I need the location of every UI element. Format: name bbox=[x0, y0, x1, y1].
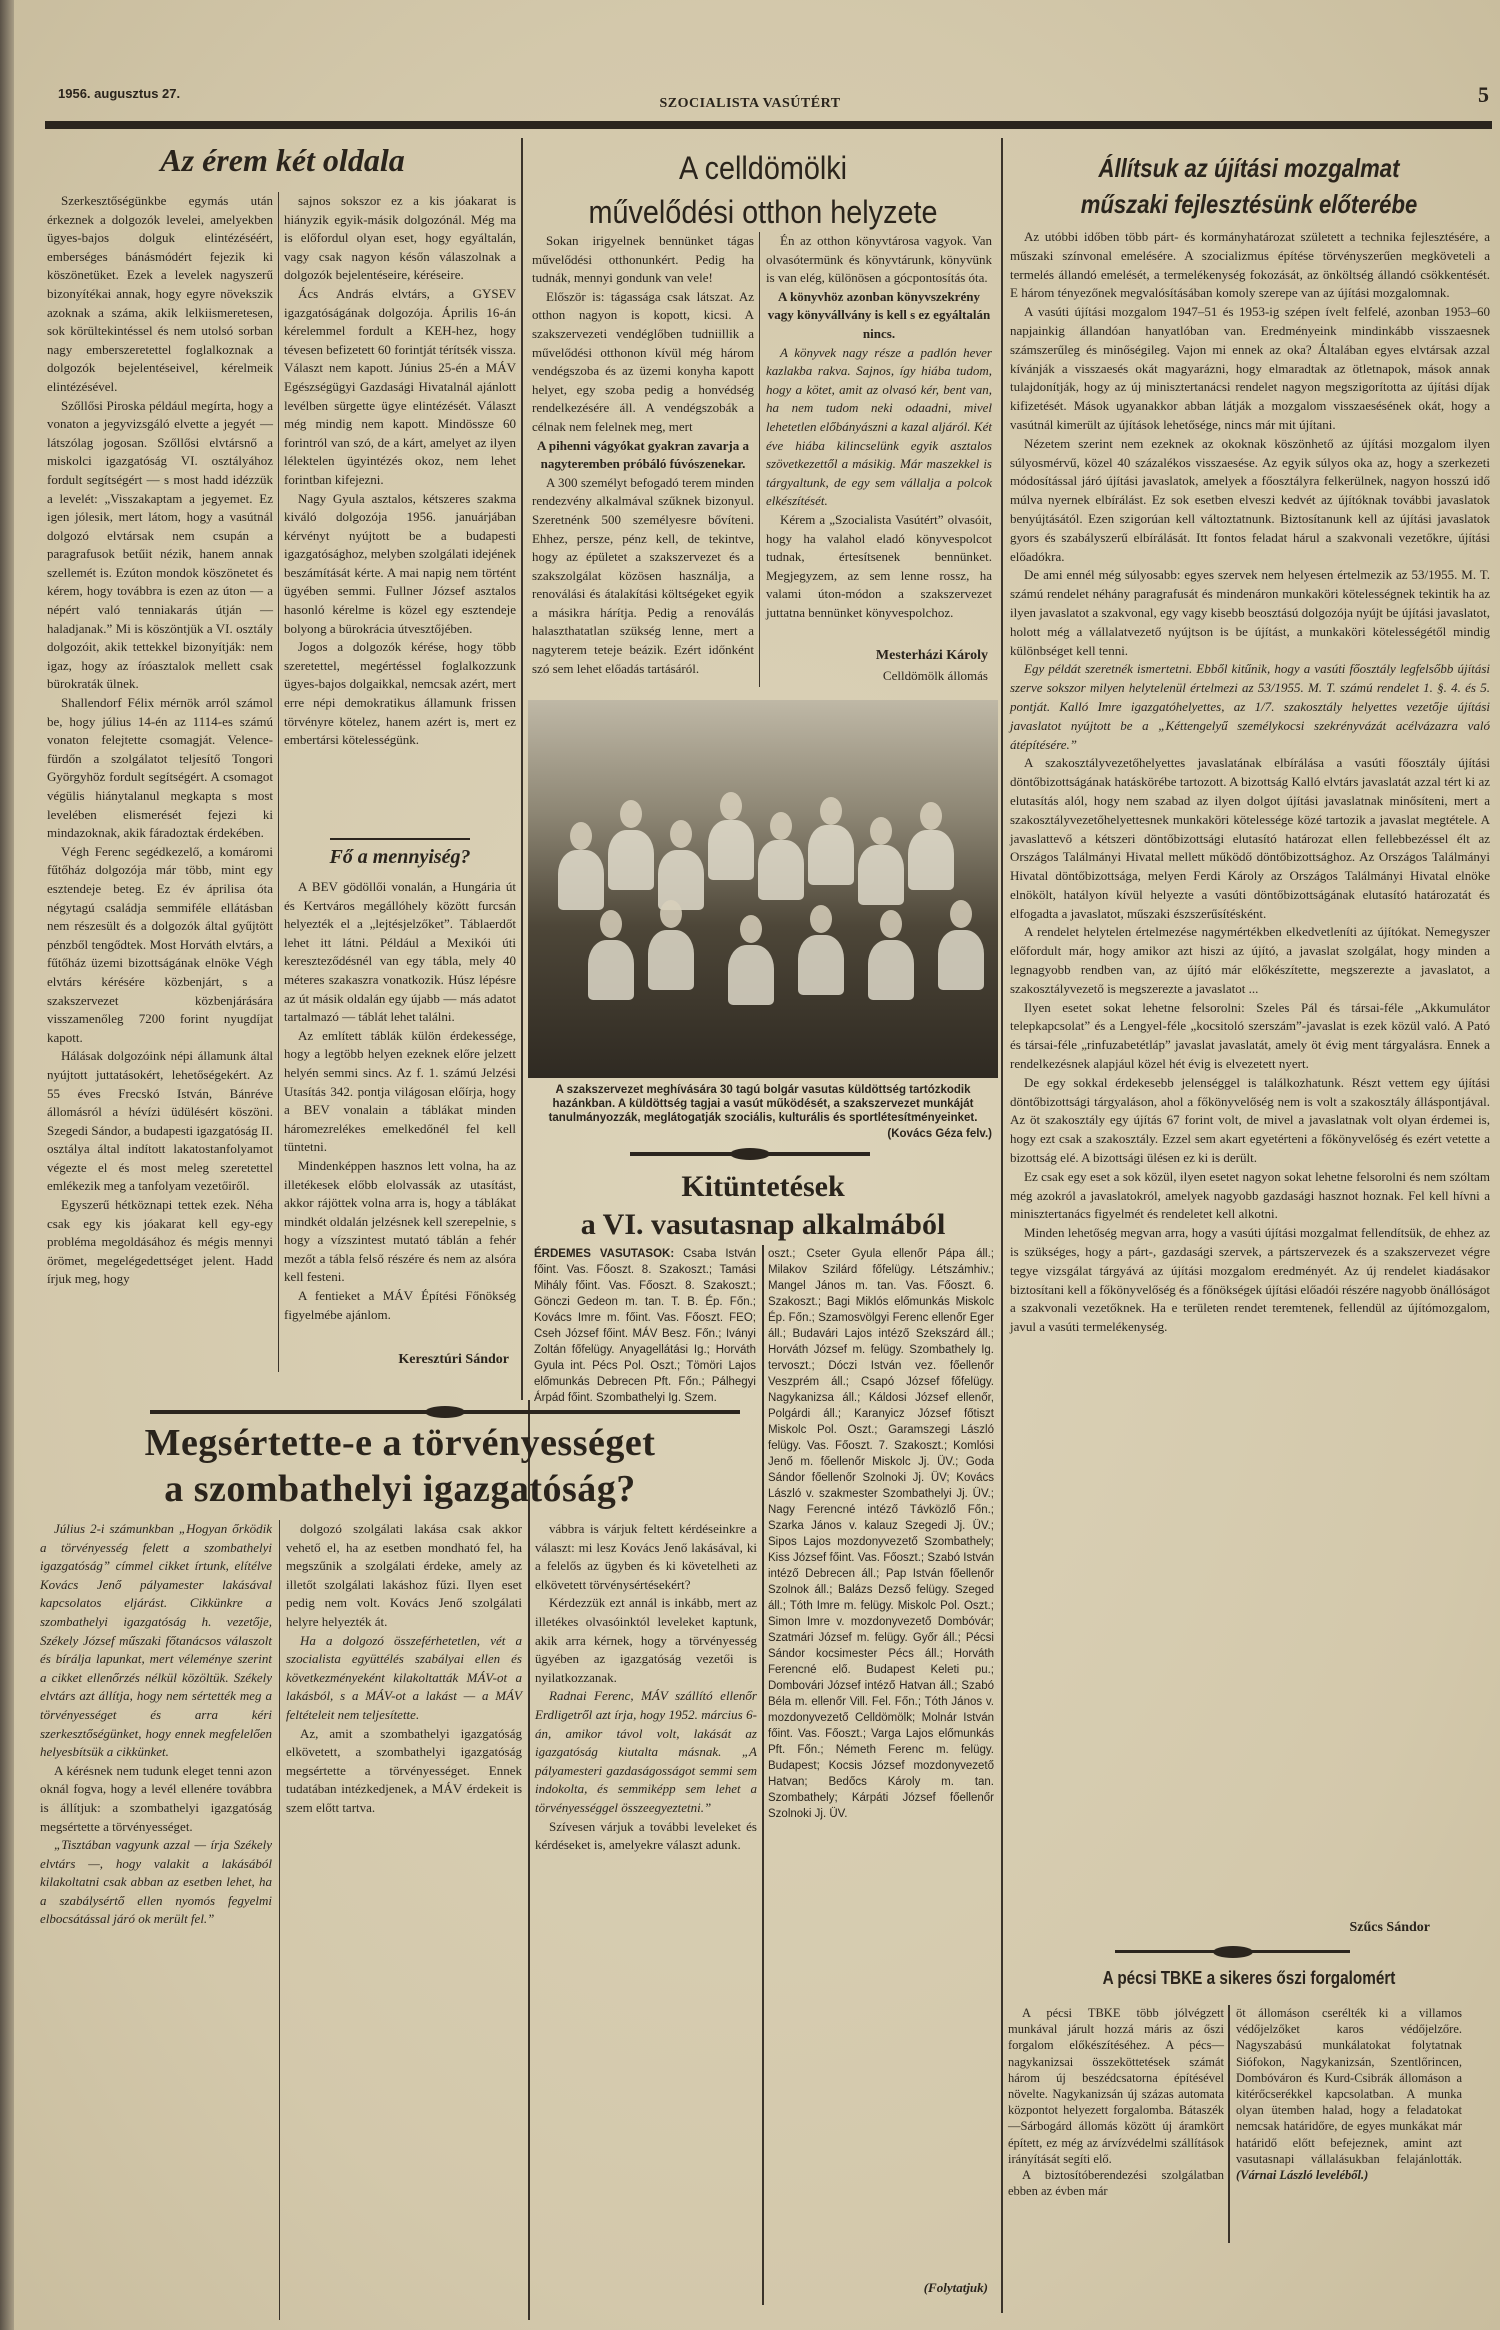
group-photo bbox=[528, 700, 998, 1078]
masthead-rule bbox=[45, 121, 1492, 129]
photo-credit: (Kovács Géza felv.) bbox=[887, 1128, 992, 1140]
title-line: Állítsuk az újítási mozgalmat bbox=[1098, 153, 1400, 183]
paragraph: A biztosítóberendezési szolgálatban ebben az évben már bbox=[1008, 2168, 1224, 2199]
paragraph: Nagy Gyula asztalos, kétszeres szakma kiváló dolgozója 1956. januárjában kérvényt nyújtott be a budapesti igazgatósághoz, melyben szolgálati idejének beszámítását kérte. A mai napig nem történt ügyében semmi. Fullner József asztalos hasonló kérelme is közel egy esztendeje bolyong a bürokrácia útvesztőjében. bbox=[284, 490, 516, 636]
paragraph: A pécsi TBKE több jólvégzett munkával járult hozzá máris az őszi forgalom előkészítéséhez. A pécs—nagykanizsai összeköttetések számát három új beszédcsatorna építésével növelte. Nagykanizsán új százas automata központot helyezett forgalomba. Bátaszék—Sárbogárd állomás között új áramkört épített, ez még az árvízvédelmi szállítások irányítását segíti elő. bbox=[1008, 2006, 1224, 2166]
paragraph: Az utóbbi időben több párt- és kormányhatározat született a technika fejlesztésére, a műszaki színvonal emelésére. A szocializmus építése törvényszerűen megköveteli a termelés állandó emelését, a termelékenység fokozását, az önköltség állandó csökkentését. E három tényezőnek megvalósításában komoly szerepe van az újítási mozgalomnak. bbox=[1010, 229, 1490, 301]
paragraph: Végh Ferenc segédkezelő, a komáromi fűtőház dolgozója már több, mint egy esztendeje beteg. Ez év áprilisa óta négytagú családja semmiféle ellátásban nem részesült és a dolgozók által gyűjtött pénzből tengődtek. Most Horváth elvtárs, a fűtőház üzemi bizottságának elnöke Végh elvtárs kérésére közbenjárt, s a szakszervezet közbenjárására visszamenőleg 7200 forint nyugdíjat kapott. bbox=[47, 843, 273, 1045]
subheading: A könyvhöz azonban könyvszekrény vagy könyvállvány is kell s ez egyáltalán nincs. bbox=[767, 288, 991, 341]
paragraph: Először is: tágassága csak látszat. Az otthon nagyon is kopott, kicsi. A szakszervezeti vendéglőben tudniillik a művelődési otthonon kívül még három vendégszoba és az üzemi konyha kapott helyet, egy szoba pedig a honvédség rendelkezésére áll. A vendégszobák a célnak nem felelnek meg, mert bbox=[532, 288, 754, 434]
paragraph: Kérdezzük ezt annál is inkább, mert az illetékes olvasóinktól leveleket kaptunk, akik arra kérnek, hogy a törvényesség ügyében az igazgatóság vezetői is nyilatkozzanak. bbox=[535, 1595, 757, 1685]
article-ujitas-body bbox=[1010, 228, 1490, 1900]
subcolumn-divider bbox=[278, 192, 279, 1372]
subcolumn-divider bbox=[759, 232, 760, 687]
paragraph: Az, amit a szombathelyi igazgatóság elkövetett, a szombathelyi igazgatóság megsértette a törvényességet. Ennek tudatában intézkedjenek, a MÁV érdekeit is szem előtt tartva. bbox=[286, 1725, 522, 1815]
paragraph: A fentieket a MÁV Építési Főnökség figyelmébe ajánlom. bbox=[284, 1288, 516, 1322]
article-title-ujitas bbox=[1041, 150, 1458, 222]
paragraph: öt állomáson cserélték ki a villamos védőjelzőket karos védőjelzőre. Nagyszabású munkálatokat folytatnak Siófokon, Nagykanizsán, Szentlőrincen, Dombóváron és Kurd-Csibrák állomáson a kitérőcserékkel kapcsolatban. A munka olyan ütemben halad, hogy a feladatokat nemcsak határidőre, de egyes munkákat már határidő előtt befejeznek, amint azt vasutasnapi vállalásukban felajánlották. bbox=[1236, 2006, 1462, 2166]
paragraph: A 300 személyt befogadó terem minden rendezvény alkalmával szűknek bizonyul. Szeretnénk 500 személyesre bővíteni. Ehhez, persze, pénz kell, de tekintve, hogy az épületet a szakszervezet és a szakszolgálat közösen használja, a renoválási és átalakítási költségeket egyik a másikra hárítja. Pedig a renoválás halaszthatatlan szükség lenne, mert a nagyterem teteje beázik. Ezért időnként szó sem lehet előadás tartásáról. bbox=[532, 474, 754, 676]
article-mennyiseg-body bbox=[284, 878, 516, 1348]
paragraph: Nézetem szerint nem ezeknek az okoknak köszönhető az újítási mozgalom ilyen súlyosmérvű, közel 40 százalékos visszaesése. Az egyik súlyos oka az, hogy a szerkezeti módosítással járó újítási javaslatok, amelyek a főosztályra felkerülnek, nagyon hosszú idő múlva nyernek elbírálást. Ez sok esetben elveszi kedvét az újítóknak további javaslatok benyújtásától. Ezen szigorúan kell változtatnunk. Biztosítanunk kell az újítási javaslatok gyors és szabályszerű elbírálását. Itt fontos feladat hárul a szakvonali vezetőkre, újítási előadókra. bbox=[1010, 435, 1490, 564]
paragraph: A rendelet helytelen értelmezése nagymértékben elkedvetleníti az újítókat. Nemegyszer előfordult már, hogy amikor azt hiszi az újító, a javaslat szolgálat, hogy minden a legnagyobb rendben van, az újító már előkészítette, megszerezte a javaslatot, a szakosztályvezető is megszerezte a javaslatot ... bbox=[1010, 924, 1490, 996]
paragraph: Jogos a dolgozók kérése, hogy több szeretettel, megértéssel foglalkozzunk ügyes-bajos dolgaikkal, nemcsak azért, mert erre népi demokratikus államunk frissen törvényre kötelez, hanem azért is, mert ez embertársi kötelességünk. bbox=[284, 639, 516, 748]
paragraph: Az említett táblák külön érdekessége, hogy a legtöbb helyen ezeknek előre jelzett helyén semmi sincs. Az f. 1. számú Jelzési Utasítás 342. pontja világosan előírja, hogy a BEV vonalain a táblákat minden háromezrelékes emelkedőnél fel kell tüntetni. bbox=[284, 1027, 516, 1155]
article-tbke-col2 bbox=[1236, 2005, 1462, 2250]
paragraph: A könyvek nagy része a padlón hever kazlakba rakva. Sajnos, így hiába tudom, hogy a kötet, amit az olvasó kér, bent van, ha nem tudom neki odaadni, mivel lehetetlen előbányászni a kazal aljáról. Két éve hiába kilincselünk egyik asztalos szövetkezettől a másikig. Már maszekkel is tárgyaltunk, de egy sem vállalja a polcok elkészítését. bbox=[766, 344, 992, 509]
title-line: a szombathelyi igazgatóság? bbox=[164, 1468, 636, 1510]
paragraph: Hálásak dolgozóink népi államunk által nyújtott juttatásokért, lehetőségekért. Az 55 éves Frecskó István, Bánréve állomásról a hévízi üdülésért köszöni. Szegedi Sándor, a budapesti igazgatóság II. osztálya által indított lakatostanfolyamot végezte el és most meleg szeretettel emlékezik meg a tanfolyam vezetőiről. bbox=[47, 1048, 273, 1194]
article-title-erem: Az érem két oldala bbox=[160, 142, 405, 178]
article-erem-col2 bbox=[284, 192, 516, 842]
paragraph: Mindenképpen hasznos lett volna, ha az illetékesek előbb elolvassák az utasítást, akkor rájöttek volna arra is, hogy a táblákat mindkét oldalán jelzésnek kell szerepelnie, s hogy a vízszintest mutató táblán a fehér mezőt a tábla felső részére és nem az alsóra kell festeni. bbox=[284, 1157, 516, 1285]
article-title-celldomolk bbox=[550, 146, 977, 234]
article-celldomolk-col1 bbox=[532, 232, 754, 692]
author-signature: Szűcs Sándor bbox=[1349, 1920, 1430, 1935]
article-szombathely-col2 bbox=[286, 1520, 522, 2320]
paragraph: Ez csak egy eset a sok közül, ilyen esetet nagyon sokat lehetne felsorolni és nem szóltam még azokról a javaslatokról, amelyek nagyobb gazdasági hasznot hoznak. Fel kell hívni a minisztertanács figyelmét és rendeletet kell alkotni. bbox=[1010, 1168, 1490, 1222]
article-title-szombathely bbox=[30, 1420, 770, 1512]
paragraph: Július 2-i számunkban „Hogyan őrködik a törvényesség felett a szombathelyi igazgatóság” címmel cikket írtunk, elítélve Kovács Jenő pályamester lakásával kapcsolatos eljárást. Cikkünkre a szombathelyi igazgatóság h. vezetője, Székely József műszaki főtanácsos válaszolt és bírálja lapunkat, mert véleménye szerint a cikket ellenőrzés nélkül közöltük. Székely elvtárs azt állítja, hogy nem sértették meg a törvényességet és arra kéri szerkesztőségünket, hogy ennek megfelelően helyesbítsük a cikkünket. bbox=[40, 1521, 272, 1760]
article-title-tbke: A pécsi TBKE a sikeres őszi forgalomért bbox=[1102, 1968, 1396, 1988]
paragraph: sajnos sokszor ez a kis jóakarat is hiányzik egyik-másik dolgozónál. Még ma is előfordul olyan eset, hogy egyáltalán, vagy csak nagyon későn válaszolnak a dolgozók bejelentéseire, kéréseire. bbox=[284, 193, 516, 283]
paragraph: Szívesen várjuk a további leveleket és kérdéseket is, amelyekre választ adunk. bbox=[535, 1818, 757, 1853]
page-binding-edge bbox=[0, 0, 14, 2330]
paragraph: Kérem a „Szocialista Vasútért” olvasóit, hogy ha valahol eladó könyvespolcot tudnak, értesítsenek bennünket. Megjegyzem, az sem lenne rossz, ha valami úton-módon a szakszervezet juttatna bennünket könyvespolchoz. bbox=[766, 511, 992, 620]
photo-caption: A szakszervezet meghívására 30 tagú bolgár vasutas küldöttség tartózkodik hazánkban. A küldöttség tagjai a vasút működését, a szakszervezet munkáját tanulmányozzák, meglátogatják szociális, kulturális és sportlétesítményeinket. bbox=[548, 1084, 978, 1124]
article-title-mennyiseg: Fő a mennyiség? bbox=[329, 846, 471, 868]
title-line: műszaki fejlesztésünk előterébe bbox=[1080, 189, 1418, 219]
issue-date: 1956. augusztus 27. bbox=[58, 86, 181, 101]
author-signature: Keresztúri Sándor bbox=[398, 1352, 509, 1367]
column-divider bbox=[1001, 138, 1003, 2313]
paragraph: A kérésnek nem tudunk eleget tenni azon oknál fogva, hogy a levél ellenére továbbra is állítjuk: a szombathelyi igazgatóság megsértette a törvényességet. bbox=[40, 1762, 272, 1834]
article-erem-col1 bbox=[47, 192, 273, 1372]
paragraph: vábbra is várjuk feltett kérdéseinkre a választ: mi lesz Kovács Jenő lakásával, ki a felelős az ügyben és ki követelheti az elkövetett törvénysértésekért? bbox=[535, 1521, 757, 1592]
article-szombathely-col1 bbox=[40, 1520, 272, 2320]
title-line: művelődési otthon helyzete bbox=[588, 194, 938, 230]
column-divider bbox=[762, 1245, 764, 2305]
paragraph: Ilyen esetet sokat lehetne felsorolni: Szeles Pál és társai-féle „Akkumulátor telepkapcsolat” és a Lengyel-féle „kocsitoló szerszám”-javaslat is ezek közül való. A Pató és társai-féle „rinfuzabetétláp” javaslat javaslatát, amely öt évig ment tárgyalásra. Ennek a rendelkezésnek alapjául közel hét évig is elvezetett nyert. bbox=[1010, 999, 1490, 1072]
paragraph: Egy példát szeretnék ismertetni. Ebből kitűnik, hogy a vasúti főosztály legfelsőbb újítási szerve sokszor milyen helytelenül értelmezi az 53/1955. M. T. számú rendelet 1. §. 4. és 5. pontját. Kalló Imre igazgatóhelyettes, az 1/7. szakosztály helyettes vezetője újítási javaslatot nyújtott be a „Kéttengelyű személykocsi szekrényvázát acélvázazra való átépítésére.” bbox=[1010, 661, 1490, 752]
title-line: A celldömölki bbox=[678, 150, 848, 186]
paragraph: Egyszerű hétköznapi tettek ezek. Néha csak egy kis jóakarat kell egy-egy probléma megoldásához és mégis mennyi örömet, megelégedettséget jelent. Hadd írjuk meg, hogy bbox=[47, 1197, 273, 1287]
paragraph: Én az otthon könyvtárosa vagyok. Van olvasótermünk és könyvtárunk, könyvünk is van elég, különösen a gócpontosítás óta. bbox=[766, 233, 992, 286]
continued-note: (Folytatjuk) bbox=[923, 2280, 988, 2295]
paragraph: Minden lehetőség megvan arra, hogy a vasúti újítási mozgalmat fellendítsük, de ehhez az is szükséges, hogy a párt-, gazdasági szervek, a pártszervezek és a szakszervezet végre tegye vizsgálat tárgyává az újítási mozgalom eredményét. Az új rendelet kiadásakor biztosítani kell a főkönyvelőség és a főnökségek újítási előadói részére nagyobb önállóságot a szakvonali vezetőknek. Ha e területen rendet teremtenek, fellendül az újítómozgalom, javul a vasúti termelékenység. bbox=[1010, 1225, 1490, 1335]
award-category: ÉRDEMES VASUTASOK: bbox=[534, 1248, 675, 1260]
article-title-kituntetesek bbox=[526, 1168, 1000, 1244]
section-rule bbox=[330, 838, 470, 840]
award-list-col1 bbox=[534, 1246, 757, 1404]
title-line: Megsértette-e a törvényességet bbox=[144, 1422, 656, 1464]
title-line: a VI. vasutasnap alkalmából bbox=[580, 1208, 946, 1241]
article-celldomolk-col2 bbox=[766, 232, 992, 642]
article-tbke-col1 bbox=[1008, 2005, 1224, 2245]
subcolumn-divider bbox=[279, 1520, 280, 2320]
author-place: Celldömölk állomás bbox=[882, 668, 988, 683]
ornament-rule bbox=[150, 1410, 740, 1414]
paragraph: Ács András elvtárs, a GYSEV igazgatóságának dolgozója. Április 16-án kérelemmel fordult a KEH-hez, hogy tévesen befizetett 60 forintját térítsék vissza. Választ nem kapott. Június 25-én a MÁV Egészségügyi Gazdasági Hivatalnál ajánlott levélben sürgette ügye elintézését. Választ még mindig nem kapott. Mindössze 60 forintról van szó, de a kárt, amelyet az ilyen lélektelen ügyintézés okoz, nem lehet forintban kifejezni. bbox=[284, 285, 516, 487]
article-szombathely-col3 bbox=[535, 1520, 757, 2320]
paragraph: Shallendorf Félix mérnök arról számol be, hogy július 14-én az 1114-es számú vonaton felejtette csomagját. Velence-fürdőn a szolgálatot teljesítő Tongori Györgyhöz fordult segítségért. A csomagot végülis hiánytalanul megkapta s most levelében elismerését fejezi ki mindazoknak, akik fáradoztak érdekében. bbox=[47, 695, 273, 841]
title-line: Kitüntetések bbox=[681, 1170, 845, 1203]
paragraph: A BEV gödöllői vonalán, a Hungária út és Kertváros megállóhely között furcsán helyezték el a „lejtésjelzőket”. Táblaerdőt lehet itt látni. Például a Mexikói úti kereszteződésnél van egy tábla, mely 40 méteres szakaszra vonatkozik. Húsz lépésre az út másik oldalán egy újabb — más adatot tartalmazó — táblát lehet találni. bbox=[284, 879, 516, 1025]
ornament-rule bbox=[1115, 1950, 1350, 1953]
paragraph: Radnai Ferenc, MÁV szállító ellenőr Erdligetről azt írja, hogy 1952. március 6-án, amikor távol volt, lakását az igazgatóság kiutalta másnak. „A pályamesteri gazdaságosságot semmi sem indokolta, és semmiképp sem lehet a törvényességgel összeegyeztetni.” bbox=[535, 1688, 757, 1815]
column-divider bbox=[521, 138, 523, 1400]
subheading: A pihenni vágyókat gyakran zavarja a nagyteremben próbáló fúvószenekar. bbox=[537, 437, 749, 472]
newspaper-title: SZOCIALISTA VASÚTÉRT bbox=[659, 96, 841, 111]
paragraph: A vasúti újítási mozgalom 1947–51 és 1953-ig szépen ívelt felfelé, azonban 1953–60 napjainkig állandóan hanyatlóban van. Eredményeink mindinkább visszaesnek számszerűleg és minőségileg. Vajon mi ennek az oka? Általában egyes elvtársak azzal kívánják a visszaesés okát magyarázni, hogy elmaradtak az ötletnapok, mások annak tulajdonítják, hogy az új minisztertanácsi rendelet nagyon megszigorította az újítási díjak kifizetését. Mások ugyanakkor abban látják a mozgalom visszaesésének okát, hogy a vasútnál kimerült az újítások lehetősége, nincs már mit újítani. bbox=[1010, 304, 1490, 432]
subcolumn-divider bbox=[1228, 2005, 1230, 2243]
paragraph: Szerkesztőségünkbe egymás után érkeznek a dolgozók levelei, amelyekben ügyes-bajos dolguk elintézéséért, emberséges bánásmódért fejezik ki köszönetüket. Ezek a levelek nagyszerű bizonyítékai annak, hogy egyre növekszik azoknak a száma, akik lelkiismeretesen, sok körültekintéssel és nem utolsó sorban nagy emberszeretettel foglalkoznak a dolgozók bejelentéseivel, kérelmeik elintézésével. bbox=[47, 193, 273, 394]
paragraph: Ha a dolgozó összeférhetetlen, vét a szocialista együttélés szabályai ellen és következményeként kilakoltatták MÁV-ot a lakásból, s a MÁV-ot a lakást — a MÁV feltételeit nem teljesítette. bbox=[286, 1632, 522, 1722]
paragraph: dolgozó szolgálati lakása csak akkor vehető el, ha az esetben mondható fel, ha megszűnik a szolgálati érdeke, amely az illetőt szolgálati lakáshoz fűzi. Ilyen eset pedig nem volt. Kovács Jenő szolgálati helyre helyezték át. bbox=[286, 1521, 522, 1629]
ornament-rule bbox=[630, 1152, 870, 1156]
paragraph: A szakosztályvezetőhelyettes javaslatának elbírálása a vasúti főosztály újítási döntőbizottságának hatáskörébe tartozott. A bizottság Kalló elvtárs javaslatát azzal tért ki az elutasítás alól, hogy nem szabad az ilyen dolgot újítási javaslatnak minősíteni, mert a szakosztályvezetőhelyettesnek munkaköri kötelessége közé tartozik a javaslat megtétele. A javaslattevő a kétszeri döntőbizottsági elutasító határozat ellen fellebbezéssel élt az Országos Találmányi Hivatal mellett működő döntőbizottsághoz. Az Országos Találmányi Hivatal döntőbizottsága, melyen Ferdi Károly az Országos Találmányi Hivatal elnöke elnökölt, hatályon kívül helyezte a vasúti döntőbizottságának elutasító határozatát és elfogadta a javaslatot, műszaki észszerűsítésként. bbox=[1010, 755, 1490, 921]
award-list-text: Csaba István főint. Vas. Főoszt. 8. Szakoszt.; Tamási Mihály főint. Vas. Főoszt. 8. Szakoszt.; Gönczi Gedeon m. tan. T. B. Ép. Főn.; Kovács Imre m. főint. Vas. Főoszt. FEO; Cseh József főint. MÁV Besz. Főn.; Iványi Zoltán főfelügy. Anyagellátási Ig.; Horváth Gyula int. Pécs Pol. Oszt.; Tömöri Lajos előmunkás Debrecen Pft. Főn.; Pálhegyi Árpád főint. Szombathelyi Ig. Szem. bbox=[534, 1248, 757, 1404]
award-list-col2: oszt.; Cseter Gyula ellenőr Pápa áll.; Milakov Szilárd főfelügy. Létszámhiv.; Mangel János m. tan. Vas. Főoszt. 6. Szakoszt.; Bagi Miklós előmunkás Miskolc Ép. Főn.; Szamosvölgyi Ferenc ellenőr Eger áll.; Budavári Lajos intéző Szekszárd áll.; Horváth József m. felügy. Szombathely Ig. tervoszt.; Dóczi István vez. főellenőr Veszprém áll.; Csapó József főfelügy. Nagykanizsa áll.; Káldosi József ellenőr, Polgárdi áll.; Karanyicz József főtiszt Miskolc Pol. Oszt.; Garamszegi László felügy. Vas. Főoszt. 7. Szakoszt.; Komlósi Jenő m. főellenőr Miskolc Jj. ÜV.; Goda Sándor főellenőr Szolnoki Jj. ÜV; Kovács László v. szakmester Szombathelyi Jj. ÜV.; Nagy Ferencné intéző Távközlő Főn.; Szarka János v. kalauz Szegedi Jj. ÜV.; Sipos Lajos mozdonyvezető Szombathely; Kiss József főint. Vas. Főoszt.; Szabó István intéző Debrecen áll.; Pap István főellenőr Szolnok áll.; Balázs Dezső felügy. Szeged áll.; Tóth Imre m. felügy. Miskolc Pol. Oszt.; Simon Imre v. mozdonyvezető Dombóvár; Szatmári József m. felügy. Győr áll.; Pécsi Sándor kocsimester Pécs áll.; Horváth Ferencné elő. Budapest Keleti pu.; Dombovári József intéző Hatvan áll.; Szabó Béla m. ellenőr Vill. Fel. Főn.; Tóth János v. mozdonyvezető Celldömölk; Molnár István főint. Vas. Főoszt.; Varga Lajos előmunkás Pft. Főn.; Németh Ferenc m. felügy. Budapest; Kocsis József mozdonyvezető Hatvan; Bedőcs Károly m. tan. Szombathely; Kárpáti József főellenőr Szolnoki Jj. ÜV. bbox=[768, 1248, 994, 1820]
paragraph: Szőllősi Piroska például megírta, hogy a vonaton a jegyvizsgáló elvette a jegyét — látszólag jogosan. Szőllősi elvtársnő a miskolci igazgatóság VI. osztályához fordult segítségért — s most hadd idézzük a levelét: „Visszakaptam a jegyemet. Ez igen jólesik, mert látom, hogy a vasútnál dolgozó elvtársak nem csupán a paragrafusok betűit nézik, hanem annak szellemét is. Ezúton mondok köszönetet és kérem, hogy továbbra is ezen az úton — a népért való tenniakarás útján — haladjanak.” Mi is köszöntjük a VI. osztály dolgozóit, akik tettekkel bizonyítják: nem igaz, hogy az íróasztalok mellett csak bürokraták ülnek. bbox=[47, 397, 273, 692]
page-number: 5 bbox=[1478, 82, 1489, 107]
source-credit: (Várnai László leveléből.) bbox=[1236, 2168, 1369, 2183]
paragraph: Sokan irigyelnek bennünket tágas művelődési otthonunkért. Pedig ha tudnák, mennyi gondunk van vele! bbox=[532, 233, 754, 286]
column-divider bbox=[528, 1400, 530, 2320]
paragraph: „Tisztában vagyunk azzal — írja Székely elvtárs —, hogy valakit a lakásából kilakoltatni csak abban az esetben lehet, ha a szabálysértő ellen nyomós fegyelmi elbocsátással járó ok merült fel.” bbox=[40, 1837, 272, 1927]
paragraph: De egy sokkal érdekesebb jelenséggel is találkozhatunk. Részt vettem egy újítási döntőbizottsági tárgyaláson, ahol a főkönyvelőség nem is volt a szakosztály álláspontjával. Az öt szakosztály egy újítás 67 forint volt, de mivel a javaslatnak volt olyan érdemei is, hogy ezt csak a szakosztály. Ezzel sem akart egyetérteni a főkönyvelőség és ezért vetette a bizottság elé. A bizottsági ülésen ez ki is derült. bbox=[1010, 1074, 1490, 1166]
author-signature: Mesterházi Károly bbox=[875, 648, 988, 663]
paragraph: De ami ennél még súlyosabb: egyes szervek nem helyesen értelmezik az 53/1955. M. T. számú rendelet néhány paragrafusát és mindenáron munkaköri kötelességnek tekintik ha az ilyen javaslatot a szakvonal, egy vagy kisebb beosztású dolgozója nyújt be újítási javaslatot, holott még a vállalatvezető nyújtson is be újítást, a munkaköri kötelességétől mindig különbséget kell tenni. bbox=[1010, 567, 1490, 658]
